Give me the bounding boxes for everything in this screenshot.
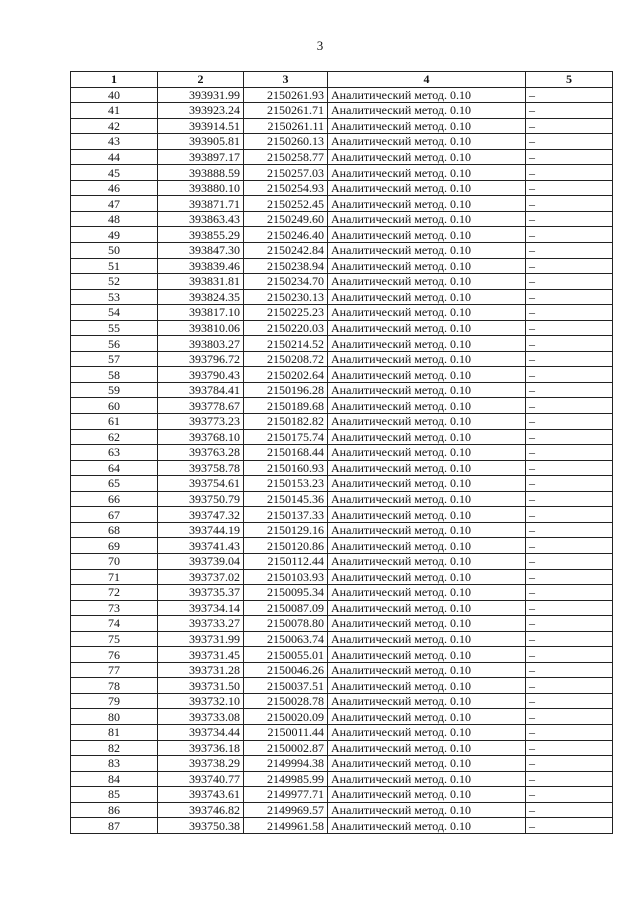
note-cell: – — [526, 243, 613, 259]
table-row — [71, 693, 613, 709]
y-coordinate-cell: 2150234.70 — [244, 274, 328, 290]
table-row — [71, 243, 613, 259]
note-cell: – — [526, 134, 613, 150]
method-accuracy-cell: Аналитический метод. 0.10 — [328, 134, 526, 150]
method-accuracy-cell: Аналитический метод. 0.10 — [328, 87, 526, 103]
x-coordinate-cell: 393790.43 — [158, 367, 244, 383]
method-accuracy-cell: Аналитический метод. 0.10 — [328, 211, 526, 227]
table-row — [71, 445, 613, 461]
y-coordinate-cell: 2150028.78 — [244, 693, 328, 709]
method-accuracy-cell: Аналитический метод. 0.10 — [328, 818, 526, 834]
method-accuracy-cell: Аналитический метод. 0.10 — [328, 600, 526, 616]
y-coordinate-cell: 2150257.03 — [244, 165, 328, 181]
table-row — [71, 491, 613, 507]
method-accuracy-cell: Аналитический метод. 0.10 — [328, 429, 526, 445]
x-coordinate-cell: 393750.38 — [158, 818, 244, 834]
point-number-cell: 40 — [71, 87, 158, 103]
method-accuracy-cell: Аналитический метод. 0.10 — [328, 724, 526, 740]
method-accuracy-cell: Аналитический метод. 0.10 — [328, 165, 526, 181]
method-accuracy-cell: Аналитический метод. 0.10 — [328, 771, 526, 787]
table-row — [71, 149, 613, 165]
point-number-cell: 50 — [71, 243, 158, 259]
note-cell: – — [526, 180, 613, 196]
y-coordinate-cell: 2150175.74 — [244, 429, 328, 445]
y-coordinate-cell: 2150168.44 — [244, 445, 328, 461]
method-accuracy-cell: Аналитический метод. 0.10 — [328, 740, 526, 756]
point-number-cell: 70 — [71, 553, 158, 569]
point-number-cell: 42 — [71, 118, 158, 134]
method-accuracy-cell: Аналитический метод. 0.10 — [328, 491, 526, 507]
point-number-cell: 86 — [71, 802, 158, 818]
x-coordinate-cell: 393773.23 — [158, 414, 244, 430]
note-cell: – — [526, 211, 613, 227]
note-cell: – — [526, 476, 613, 492]
note-cell: – — [526, 553, 613, 569]
table-row — [71, 118, 613, 134]
method-accuracy-cell: Аналитический метод. 0.10 — [328, 693, 526, 709]
method-accuracy-cell: Аналитический метод. 0.10 — [328, 351, 526, 367]
note-cell: – — [526, 336, 613, 352]
note-cell: – — [526, 756, 613, 772]
note-cell: – — [526, 165, 613, 181]
note-cell: – — [526, 709, 613, 725]
y-coordinate-cell: 2149994.38 — [244, 756, 328, 772]
note-cell: – — [526, 771, 613, 787]
note-cell: – — [526, 289, 613, 305]
y-coordinate-cell: 2150214.52 — [244, 336, 328, 352]
method-accuracy-cell: Аналитический метод. 0.10 — [328, 305, 526, 321]
method-accuracy-cell: Аналитический метод. 0.10 — [328, 522, 526, 538]
table-row — [71, 382, 613, 398]
y-coordinate-cell: 2150261.93 — [244, 87, 328, 103]
x-coordinate-cell: 393739.04 — [158, 553, 244, 569]
y-coordinate-cell: 2150129.16 — [244, 522, 328, 538]
method-accuracy-cell: Аналитический метод. 0.10 — [328, 398, 526, 414]
point-number-cell: 44 — [71, 149, 158, 165]
method-accuracy-cell: Аналитический метод. 0.10 — [328, 274, 526, 290]
point-number-cell: 79 — [71, 693, 158, 709]
table-header-row — [71, 72, 613, 88]
method-accuracy-cell: Аналитический метод. 0.10 — [328, 336, 526, 352]
table-row — [71, 429, 613, 445]
note-cell: – — [526, 740, 613, 756]
point-number-cell: 71 — [71, 569, 158, 585]
method-accuracy-cell: Аналитический метод. 0.10 — [328, 367, 526, 383]
method-accuracy-cell: Аналитический метод. 0.10 — [328, 787, 526, 803]
table-row — [71, 460, 613, 476]
point-number-cell: 59 — [71, 382, 158, 398]
table-row — [71, 616, 613, 632]
x-coordinate-cell: 393731.45 — [158, 647, 244, 663]
column-header-3: 3 — [244, 72, 328, 88]
method-accuracy-cell: Аналитический метод. 0.10 — [328, 227, 526, 243]
x-coordinate-cell: 393871.71 — [158, 196, 244, 212]
table-row — [71, 196, 613, 212]
note-cell: – — [526, 382, 613, 398]
column-header-2: 2 — [158, 72, 244, 88]
method-accuracy-cell: Аналитический метод. 0.10 — [328, 180, 526, 196]
x-coordinate-cell: 393839.46 — [158, 258, 244, 274]
x-coordinate-cell: 393931.99 — [158, 87, 244, 103]
method-accuracy-cell: Аналитический метод. 0.10 — [328, 289, 526, 305]
y-coordinate-cell: 2149969.57 — [244, 802, 328, 818]
point-number-cell: 56 — [71, 336, 158, 352]
x-coordinate-cell: 393733.08 — [158, 709, 244, 725]
note-cell: – — [526, 429, 613, 445]
x-coordinate-cell: 393735.37 — [158, 585, 244, 601]
x-coordinate-cell: 393758.78 — [158, 460, 244, 476]
y-coordinate-cell: 2150242.84 — [244, 243, 328, 259]
y-coordinate-cell: 2150261.71 — [244, 103, 328, 119]
x-coordinate-cell: 393855.29 — [158, 227, 244, 243]
table-row — [71, 818, 613, 834]
x-coordinate-cell: 393897.17 — [158, 149, 244, 165]
y-coordinate-cell: 2150260.13 — [244, 134, 328, 150]
y-coordinate-cell: 2150261.11 — [244, 118, 328, 134]
x-coordinate-cell: 393734.14 — [158, 600, 244, 616]
y-coordinate-cell: 2150160.93 — [244, 460, 328, 476]
y-coordinate-cell: 2150103.93 — [244, 569, 328, 585]
point-number-cell: 87 — [71, 818, 158, 834]
note-cell: – — [526, 802, 613, 818]
note-cell: – — [526, 631, 613, 647]
x-coordinate-cell: 393750.79 — [158, 491, 244, 507]
note-cell: – — [526, 414, 613, 430]
note-cell: – — [526, 274, 613, 290]
note-cell: – — [526, 398, 613, 414]
table-row — [71, 553, 613, 569]
x-coordinate-cell: 393888.59 — [158, 165, 244, 181]
table-row — [71, 678, 613, 694]
table-row — [71, 414, 613, 430]
point-number-cell: 53 — [71, 289, 158, 305]
table-row — [71, 258, 613, 274]
table-row — [71, 320, 613, 336]
note-cell: – — [526, 103, 613, 119]
table-row — [71, 662, 613, 678]
x-coordinate-cell: 393768.10 — [158, 429, 244, 445]
point-number-cell: 85 — [71, 787, 158, 803]
y-coordinate-cell: 2150254.93 — [244, 180, 328, 196]
method-accuracy-cell: Аналитический метод. 0.10 — [328, 320, 526, 336]
table-row — [71, 289, 613, 305]
x-coordinate-cell: 393796.72 — [158, 351, 244, 367]
x-coordinate-cell: 393905.81 — [158, 134, 244, 150]
point-number-cell: 68 — [71, 522, 158, 538]
note-cell: – — [526, 818, 613, 834]
point-number-cell: 69 — [71, 538, 158, 554]
y-coordinate-cell: 2150145.36 — [244, 491, 328, 507]
method-accuracy-cell: Аналитический метод. 0.10 — [328, 507, 526, 523]
x-coordinate-cell: 393880.10 — [158, 180, 244, 196]
table-row — [71, 351, 613, 367]
table-row — [71, 569, 613, 585]
point-number-cell: 52 — [71, 274, 158, 290]
y-coordinate-cell: 2150258.77 — [244, 149, 328, 165]
x-coordinate-cell: 393810.06 — [158, 320, 244, 336]
table-row — [71, 211, 613, 227]
table-row — [71, 103, 613, 119]
y-coordinate-cell: 2150078.80 — [244, 616, 328, 632]
method-accuracy-cell: Аналитический метод. 0.10 — [328, 616, 526, 632]
y-coordinate-cell: 2150037.51 — [244, 678, 328, 694]
table-row — [71, 165, 613, 181]
y-coordinate-cell: 2150095.34 — [244, 585, 328, 601]
point-number-cell: 66 — [71, 491, 158, 507]
point-number-cell: 83 — [71, 756, 158, 772]
point-number-cell: 45 — [71, 165, 158, 181]
method-accuracy-cell: Аналитический метод. 0.10 — [328, 445, 526, 461]
table-row — [71, 134, 613, 150]
method-accuracy-cell: Аналитический метод. 0.10 — [328, 585, 526, 601]
x-coordinate-cell: 393817.10 — [158, 305, 244, 321]
point-number-cell: 61 — [71, 414, 158, 430]
note-cell: – — [526, 585, 613, 601]
point-number-cell: 72 — [71, 585, 158, 601]
method-accuracy-cell: Аналитический метод. 0.10 — [328, 460, 526, 476]
y-coordinate-cell: 2150249.60 — [244, 211, 328, 227]
x-coordinate-cell: 393731.50 — [158, 678, 244, 694]
table-row — [71, 180, 613, 196]
note-cell: – — [526, 522, 613, 538]
y-coordinate-cell: 2150230.13 — [244, 289, 328, 305]
point-number-cell: 67 — [71, 507, 158, 523]
y-coordinate-cell: 2149977.71 — [244, 787, 328, 803]
x-coordinate-cell: 393737.02 — [158, 569, 244, 585]
x-coordinate-cell: 393744.19 — [158, 522, 244, 538]
table-row — [71, 787, 613, 803]
note-cell: – — [526, 149, 613, 165]
point-number-cell: 58 — [71, 367, 158, 383]
note-cell: – — [526, 507, 613, 523]
x-coordinate-cell: 393831.81 — [158, 274, 244, 290]
method-accuracy-cell: Аналитический метод. 0.10 — [328, 538, 526, 554]
x-coordinate-cell: 393734.44 — [158, 724, 244, 740]
note-cell: – — [526, 662, 613, 678]
point-number-cell: 64 — [71, 460, 158, 476]
note-cell: – — [526, 320, 613, 336]
note-cell: – — [526, 258, 613, 274]
table-row — [71, 631, 613, 647]
point-number-cell: 84 — [71, 771, 158, 787]
note-cell: – — [526, 538, 613, 554]
method-accuracy-cell: Аналитический метод. 0.10 — [328, 414, 526, 430]
y-coordinate-cell: 2150246.40 — [244, 227, 328, 243]
method-accuracy-cell: Аналитический метод. 0.10 — [328, 258, 526, 274]
point-number-cell: 49 — [71, 227, 158, 243]
point-number-cell: 82 — [71, 740, 158, 756]
x-coordinate-cell: 393747.32 — [158, 507, 244, 523]
note-cell: – — [526, 724, 613, 740]
y-coordinate-cell: 2150063.74 — [244, 631, 328, 647]
table-row — [71, 227, 613, 243]
y-coordinate-cell: 2150202.64 — [244, 367, 328, 383]
point-number-cell: 81 — [71, 724, 158, 740]
point-number-cell: 76 — [71, 647, 158, 663]
y-coordinate-cell: 2149985.99 — [244, 771, 328, 787]
point-number-cell: 60 — [71, 398, 158, 414]
x-coordinate-cell: 393746.82 — [158, 802, 244, 818]
method-accuracy-cell: Аналитический метод. 0.10 — [328, 662, 526, 678]
point-number-cell: 77 — [71, 662, 158, 678]
note-cell: – — [526, 305, 613, 321]
method-accuracy-cell: Аналитический метод. 0.10 — [328, 118, 526, 134]
table-row — [71, 87, 613, 103]
x-coordinate-cell: 393824.35 — [158, 289, 244, 305]
table-row — [71, 367, 613, 383]
method-accuracy-cell: Аналитический метод. 0.10 — [328, 678, 526, 694]
note-cell: – — [526, 367, 613, 383]
x-coordinate-cell: 393754.61 — [158, 476, 244, 492]
table-row — [71, 600, 613, 616]
method-accuracy-cell: Аналитический метод. 0.10 — [328, 382, 526, 398]
method-accuracy-cell: Аналитический метод. 0.10 — [328, 103, 526, 119]
table-row — [71, 647, 613, 663]
x-coordinate-cell: 393743.61 — [158, 787, 244, 803]
point-number-cell: 47 — [71, 196, 158, 212]
x-coordinate-cell: 393914.51 — [158, 118, 244, 134]
note-cell: – — [526, 351, 613, 367]
table-row — [71, 771, 613, 787]
y-coordinate-cell: 2150196.28 — [244, 382, 328, 398]
point-number-cell: 73 — [71, 600, 158, 616]
note-cell: – — [526, 491, 613, 507]
point-number-cell: 46 — [71, 180, 158, 196]
x-coordinate-cell: 393731.28 — [158, 662, 244, 678]
point-number-cell: 78 — [71, 678, 158, 694]
y-coordinate-cell: 2150208.72 — [244, 351, 328, 367]
x-coordinate-cell: 393738.29 — [158, 756, 244, 772]
y-coordinate-cell: 2150220.03 — [244, 320, 328, 336]
table-row — [71, 740, 613, 756]
point-number-cell: 51 — [71, 258, 158, 274]
note-cell: – — [526, 445, 613, 461]
table-row — [71, 585, 613, 601]
table-body — [71, 87, 613, 833]
note-cell: – — [526, 196, 613, 212]
y-coordinate-cell: 2150238.94 — [244, 258, 328, 274]
y-coordinate-cell: 2150252.45 — [244, 196, 328, 212]
method-accuracy-cell: Аналитический метод. 0.10 — [328, 149, 526, 165]
point-number-cell: 43 — [71, 134, 158, 150]
point-number-cell: 63 — [71, 445, 158, 461]
table-row — [71, 724, 613, 740]
point-number-cell: 41 — [71, 103, 158, 119]
x-coordinate-cell: 393740.77 — [158, 771, 244, 787]
x-coordinate-cell: 393731.99 — [158, 631, 244, 647]
x-coordinate-cell: 393741.43 — [158, 538, 244, 554]
table-row — [71, 476, 613, 492]
y-coordinate-cell: 2150182.82 — [244, 414, 328, 430]
point-number-cell: 65 — [71, 476, 158, 492]
y-coordinate-cell: 2150112.44 — [244, 553, 328, 569]
table-row — [71, 538, 613, 554]
y-coordinate-cell: 2150120.86 — [244, 538, 328, 554]
method-accuracy-cell: Аналитический метод. 0.10 — [328, 243, 526, 259]
y-coordinate-cell: 2150087.09 — [244, 600, 328, 616]
note-cell: – — [526, 787, 613, 803]
method-accuracy-cell: Аналитический метод. 0.10 — [328, 569, 526, 585]
method-accuracy-cell: Аналитический метод. 0.10 — [328, 802, 526, 818]
column-header-4: 4 — [328, 72, 526, 88]
point-number-cell: 55 — [71, 320, 158, 336]
table-row — [71, 336, 613, 352]
note-cell: – — [526, 678, 613, 694]
point-number-cell: 62 — [71, 429, 158, 445]
method-accuracy-cell: Аналитический метод. 0.10 — [328, 553, 526, 569]
note-cell: – — [526, 647, 613, 663]
note-cell: – — [526, 118, 613, 134]
coordinates-table — [70, 71, 613, 834]
point-number-cell: 75 — [71, 631, 158, 647]
y-coordinate-cell: 2150011.44 — [244, 724, 328, 740]
table-row — [71, 709, 613, 725]
x-coordinate-cell: 393923.24 — [158, 103, 244, 119]
method-accuracy-cell: Аналитический метод. 0.10 — [328, 756, 526, 772]
point-number-cell: 80 — [71, 709, 158, 725]
table-row — [71, 305, 613, 321]
x-coordinate-cell: 393803.27 — [158, 336, 244, 352]
method-accuracy-cell: Аналитический метод. 0.10 — [328, 476, 526, 492]
column-header-5: 5 — [526, 72, 613, 88]
point-number-cell: 48 — [71, 211, 158, 227]
y-coordinate-cell: 2150046.26 — [244, 662, 328, 678]
note-cell: – — [526, 87, 613, 103]
table-row — [71, 274, 613, 290]
point-number-cell: 57 — [71, 351, 158, 367]
column-header-1: 1 — [71, 72, 158, 88]
note-cell: – — [526, 569, 613, 585]
table-row — [71, 398, 613, 414]
x-coordinate-cell: 393863.43 — [158, 211, 244, 227]
table-row — [71, 507, 613, 523]
note-cell: – — [526, 693, 613, 709]
y-coordinate-cell: 2150225.23 — [244, 305, 328, 321]
point-number-cell: 54 — [71, 305, 158, 321]
method-accuracy-cell: Аналитический метод. 0.10 — [328, 196, 526, 212]
table-row — [71, 756, 613, 772]
note-cell: – — [526, 227, 613, 243]
y-coordinate-cell: 2150153.23 — [244, 476, 328, 492]
method-accuracy-cell: Аналитический метод. 0.10 — [328, 709, 526, 725]
x-coordinate-cell: 393778.67 — [158, 398, 244, 414]
x-coordinate-cell: 393732.10 — [158, 693, 244, 709]
table-row — [71, 802, 613, 818]
y-coordinate-cell: 2150055.01 — [244, 647, 328, 663]
method-accuracy-cell: Аналитический метод. 0.10 — [328, 631, 526, 647]
x-coordinate-cell: 393763.28 — [158, 445, 244, 461]
note-cell: – — [526, 460, 613, 476]
table-row — [71, 522, 613, 538]
y-coordinate-cell: 2150137.33 — [244, 507, 328, 523]
page-number: 3 — [316, 38, 324, 53]
y-coordinate-cell: 2150002.87 — [244, 740, 328, 756]
note-cell: – — [526, 616, 613, 632]
method-accuracy-cell: Аналитический метод. 0.10 — [328, 647, 526, 663]
y-coordinate-cell: 2149961.58 — [244, 818, 328, 834]
x-coordinate-cell: 393733.27 — [158, 616, 244, 632]
point-number-cell: 74 — [71, 616, 158, 632]
x-coordinate-cell: 393847.30 — [158, 243, 244, 259]
x-coordinate-cell: 393736.18 — [158, 740, 244, 756]
y-coordinate-cell: 2150020.09 — [244, 709, 328, 725]
note-cell: – — [526, 600, 613, 616]
y-coordinate-cell: 2150189.68 — [244, 398, 328, 414]
x-coordinate-cell: 393784.41 — [158, 382, 244, 398]
